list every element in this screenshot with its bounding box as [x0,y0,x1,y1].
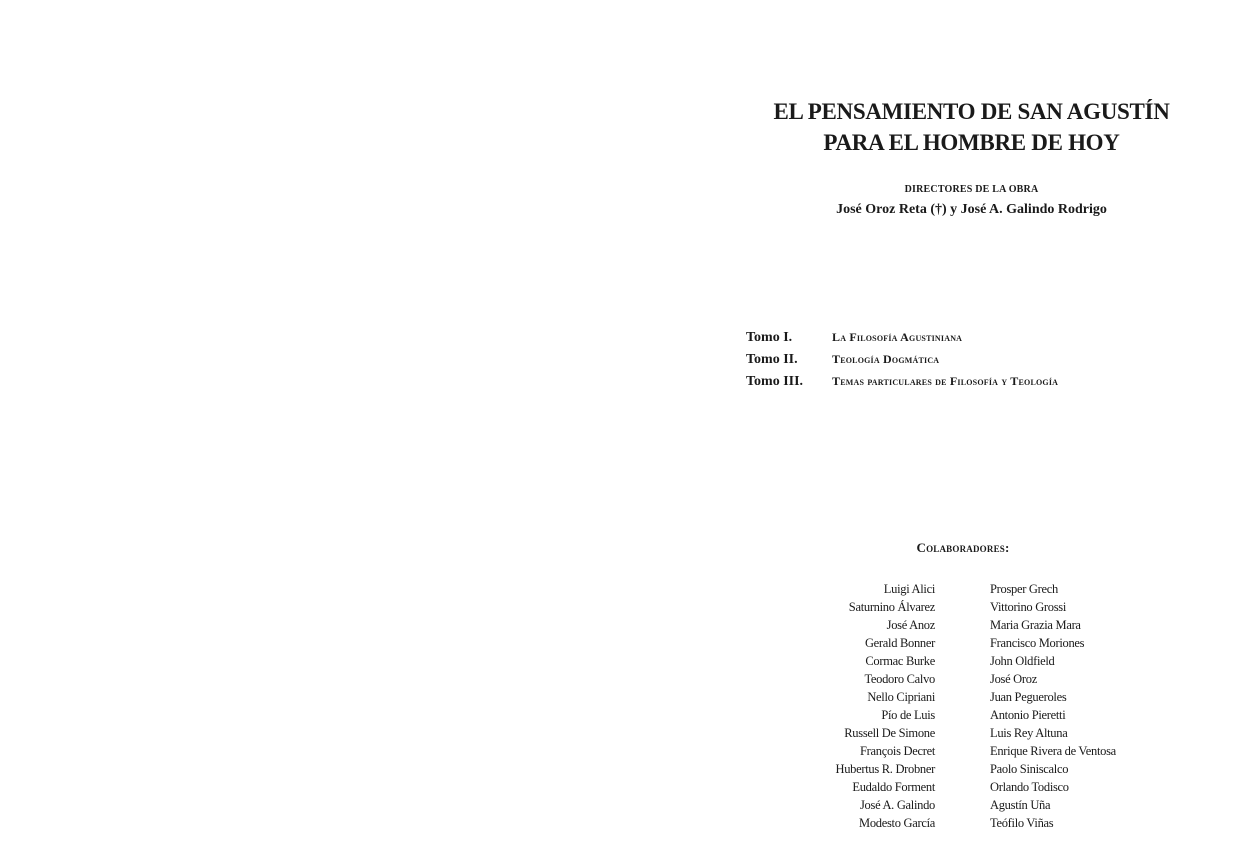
collaborator-name: Modesto García [859,816,935,830]
collaborator-name: Prosper Grech [990,582,1058,596]
book-title [700,96,1243,158]
volume-row [746,348,1058,370]
collaborators-heading: Colaboradores: [916,540,1010,555]
collaborator-name: Luigi Alici [883,582,935,596]
collaborator-name: Pío de Luis [881,708,935,722]
collaborator-name: Hubertus R. Drobner [835,762,935,776]
collaborator-name: Gerald Bonner [864,636,935,650]
volume-title: Teología Dogmática [832,352,940,366]
collaborator-name: François Decret [860,744,935,758]
collaborator-name: Antonio Pieretti [990,708,1066,722]
collaborator-name: Paolo Siniscalco [990,762,1069,776]
collaborator-name: Vittorino Grossi [990,600,1067,614]
collaborator-name: Teodoro Calvo [864,672,935,686]
collaborator-name: Nello Cipriani [867,690,935,704]
collaborator-name: Saturnino Álvarez [848,600,935,614]
collaborator-name: Juan Pegueroles [990,690,1067,704]
collaborator-name: Maria Grazia Mara [990,618,1081,632]
volume-label: Tomo I. [746,330,793,345]
collaborator-name: José A. Galindo [859,798,935,812]
volume-row [746,326,1058,348]
collaborator-name: Luis Rey Altuna [990,726,1068,740]
collaborator-name: Agustín Uña [990,798,1051,812]
collaborators-left-column [836,580,936,832]
collaborator-name: Eudaldo Forment [852,780,935,794]
collaborator-name: John Oldfield [990,654,1055,668]
volume-row [746,370,1058,392]
collaborator-name: José Anoz [886,618,935,632]
collaborators-right-column [990,580,1116,832]
collaborator-name: Enrique Rivera de Ventosa [990,744,1116,758]
volume-title: La Filosofía Agustiniana [832,330,963,344]
volume-title: Temas particulares de Filosofía y Teología [832,374,1059,388]
collaborator-name: Russell De Simone [844,726,935,740]
directors-heading: DIRECTORES DE LA OBRA [904,184,1039,195]
volume-label: Tomo II. [746,352,798,367]
directors-names: José Oroz Reta (†) y José A. Galindo Rodrigo [836,202,1107,217]
collaborator-name: Teófilo Viñas [990,816,1054,830]
volume-list [746,326,1058,392]
collaborator-name: José Oroz [990,672,1037,686]
collaborator-name: Cormac Burke [865,654,935,668]
book-title-line-2: PARA EL HOMBRE DE HOY [823,130,1120,155]
book-title-line-1: EL PENSAMIENTO DE SAN AGUSTÍN [773,99,1170,124]
collaborator-name: Orlando Todisco [990,780,1069,794]
title-page [700,0,1243,854]
volume-label: Tomo III. [746,374,804,389]
collaborator-name: Francisco Moriones [990,636,1085,650]
